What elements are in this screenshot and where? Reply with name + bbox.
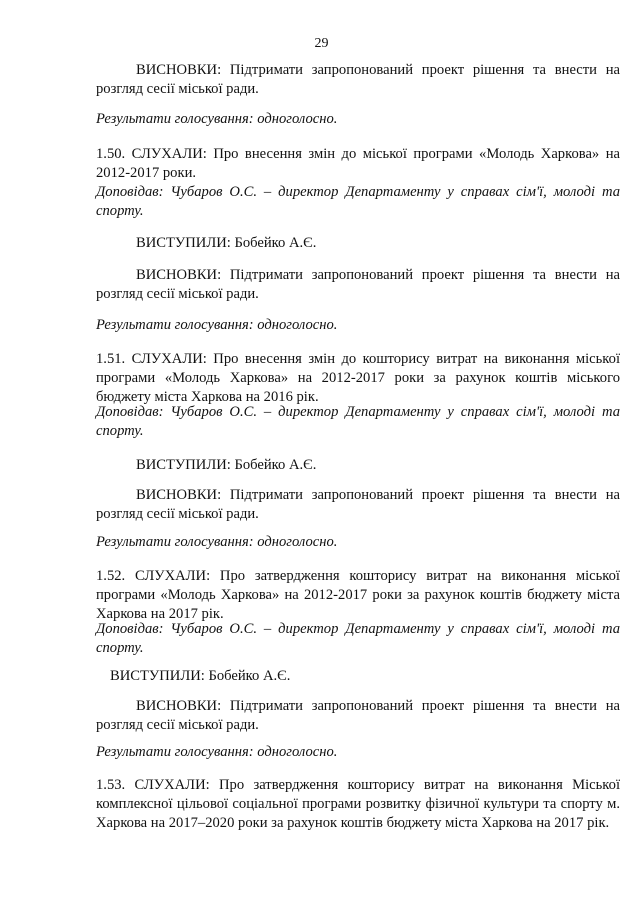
speakers-line: ВИСТУПИЛИ: Бобейко А.Є. xyxy=(136,457,317,473)
conclusion-paragraph: ВИСНОВКИ: Підтримати запропонований проект рішення та внести на розгляд сесії міської ради. xyxy=(96,267,620,302)
speaker-line: Доповідав: Чубаров О.С. – директор Департаменту у справах сім'ї, молоді та спорту. xyxy=(96,404,620,439)
speakers-line: ВИСТУПИЛИ: Бобейко А.Є. xyxy=(110,668,291,684)
speakers-line: ВИСТУПИЛИ: Бобейко А.Є. xyxy=(136,235,317,251)
conclusion-paragraph: ВИСНОВКИ: Підтримати запропонований проект рішення та внести на розгляд сесії міської ради. xyxy=(96,487,620,522)
conclusion-paragraph: ВИСНОВКИ: Підтримати запропонований проект рішення та внести на розгляд сесії міської ради. xyxy=(96,698,620,733)
conclusion-paragraph: ВИСНОВКИ: Підтримати запропонований проект рішення та внести на розгляд сесії міської ради. xyxy=(96,62,620,97)
heard-item-1-52: 1.52. СЛУХАЛИ: Про затвердження кошторису витрат на виконання міської програми «Молодь Харкова» на 2012-2017 роки за рахунок коштів бюджету міста Харкова на 2017 рік. xyxy=(96,568,620,622)
page-number: 29 xyxy=(314,36,329,51)
voting-result: Результати голосування: одноголосно. xyxy=(96,317,338,333)
voting-result: Результати голосування: одноголосно. xyxy=(96,744,338,760)
heard-item-1-50: 1.50. СЛУХАЛИ: Про внесення змін до міської програми «Молодь Харкова» на 2012-2017 роки. xyxy=(96,146,620,181)
heard-item-1-53: 1.53. СЛУХАЛИ: Про затвердження кошторису витрат на виконання Міської комплексної цільової соціальної програми розвитку фізичної культури та спорту м. Харкова на 2017–2020 роки за рахунок коштів бюджету міста Харкова на 2017 рік. xyxy=(96,777,620,831)
speaker-line: Доповідав: Чубаров О.С. – директор Департаменту у справах сім'ї, молоді та спорту. xyxy=(96,621,620,656)
voting-result: Результати голосування: одноголосно. xyxy=(96,111,338,127)
speaker-line: Доповідав: Чубаров О.С. – директор Департаменту у справах сім'ї, молоді та спорту. xyxy=(96,184,620,219)
heard-item-1-51: 1.51. СЛУХАЛИ: Про внесення змін до кошторису витрат на виконання міської програми «Молодь Харкова» на 2012-2017 роки за рахунок коштів міського бюджету міста Харкова на 2016 рік. xyxy=(96,351,620,405)
voting-result: Результати голосування: одноголосно. xyxy=(96,534,338,550)
